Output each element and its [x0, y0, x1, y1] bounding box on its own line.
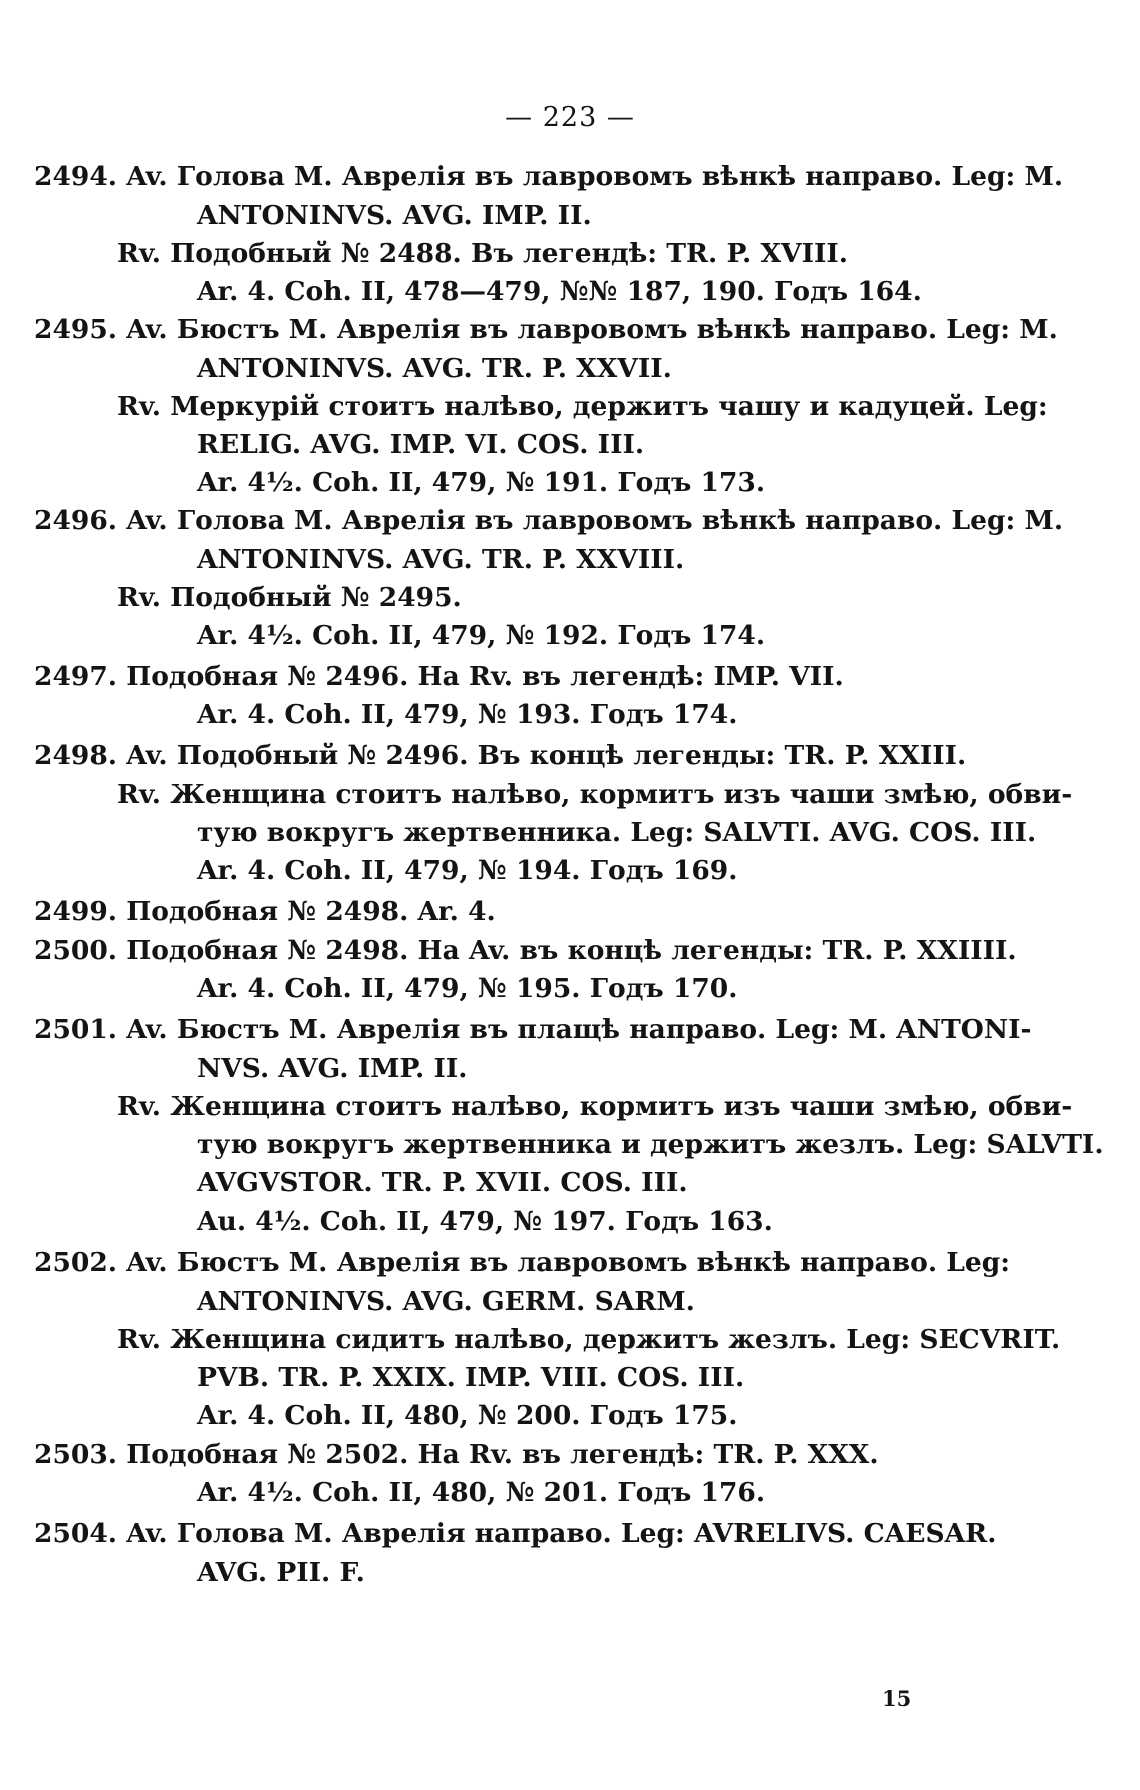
signature-mark: 15	[882, 1686, 912, 1711]
entry-2496-line-1: 2496. Av. Голова М. Аврелія въ лавровомъ вѣнкѣ направо. Leg: M.	[34, 505, 1064, 536]
entry-2504-line-2: AVG. PII. F.	[197, 1557, 365, 1588]
entry-2503-line-2: Ar. 4½. Coh. II, 480, № 201. Годъ 176.	[197, 1477, 766, 1508]
entry-2494-line-2: ANTONINVS. AVG. IMP. II.	[197, 200, 592, 231]
entry-2502-line-1: 2502. Av. Бюстъ М. Аврелія въ лавровомъ вѣнкѣ направо. Leg:	[34, 1247, 1011, 1278]
entry-2502-line-3: Rv. Женщина сидитъ налѣво, держитъ жезлъ. Leg: SECVRIT.	[117, 1324, 1061, 1355]
entry-2501-line-3: Rv. Женщина стоитъ налѣво, кормитъ изъ чаши змѣю, обви-	[117, 1091, 1073, 1122]
entry-2501-line-4: тую вокругъ жертвенника и держитъ жезлъ. Leg: SALVTI.	[197, 1129, 1104, 1160]
entry-2498-line-1: 2498. Av. Подобный № 2496. Въ концѣ легенды: TR. P. XXIII.	[34, 740, 967, 771]
entry-2500-line-1: 2500. Подобная № 2498. На Av. въ концѣ легенды: TR. P. XXIIII.	[34, 935, 1017, 966]
entry-2501-line-5: AVGVSTOR. TR. P. XVII. COS. III.	[197, 1167, 688, 1198]
page-number-header: — 223 —	[505, 102, 635, 133]
entry-2501-line-6: Au. 4½. Coh. II, 479, № 197. Годъ 163.	[197, 1206, 773, 1237]
entry-2498-line-3: тую вокругъ жертвенника. Leg: SALVTI. AVG. COS. III.	[197, 817, 1037, 848]
entry-2501-line-1: 2501. Av. Бюстъ М. Аврелія въ плащѣ направо. Leg: M. ANTONI-	[34, 1014, 1032, 1045]
entry-2499-line-1: 2499. Подобная № 2498. Ar. 4.	[34, 896, 496, 927]
entry-2496-line-4: Ar. 4½. Coh. II, 479, № 192. Годъ 174.	[197, 620, 766, 651]
entry-2496-line-3: Rv. Подобный № 2495.	[117, 582, 462, 613]
entry-2494-line-1: 2494. Av. Голова М. Аврелія въ лавровомъ вѣнкѣ направо. Leg: M.	[34, 161, 1064, 192]
entry-2495-line-5: Ar. 4½. Coh. II, 479, № 191. Годъ 173.	[197, 467, 766, 498]
entry-2504-line-1: 2504. Av. Голова М. Аврелія направо. Leg: AVRELIVS. CAESAR.	[34, 1518, 997, 1549]
entry-2502-line-5: Ar. 4. Coh. II, 480, № 200. Годъ 175.	[197, 1400, 738, 1431]
entry-2495-line-3: Rv. Меркурій стоитъ налѣво, держитъ чашу и кадуцей. Leg:	[117, 391, 1048, 422]
entry-2497-line-1: 2497. Подобная № 2496. На Rv. въ легендѣ: IMP. VII.	[34, 661, 844, 692]
entry-2497-line-2: Ar. 4. Coh. II, 479, № 193. Годъ 174.	[197, 699, 738, 730]
entry-2495-line-1: 2495. Av. Бюстъ М. Аврелія въ лавровомъ вѣнкѣ направо. Leg: M.	[34, 314, 1058, 345]
entry-2501-line-2: NVS. AVG. IMP. II.	[197, 1053, 468, 1084]
entry-2503-line-1: 2503. Подобная № 2502. На Rv. въ легендѣ: TR. P. XXX.	[34, 1439, 879, 1470]
entry-2502-line-2: ANTONINVS. AVG. GERM. SARM.	[197, 1286, 695, 1317]
entry-2498-line-2: Rv. Женщина стоитъ налѣво, кормитъ изъ чаши змѣю, обви-	[117, 779, 1073, 810]
entry-2494-line-4: Ar. 4. Coh. II, 478—479, №№ 187, 190. Годъ 164.	[197, 276, 922, 307]
entry-2494-line-3: Rv. Подобный № 2488. Въ легендѣ: TR. P. XVIII.	[117, 238, 849, 269]
entry-2500-line-2: Ar. 4. Coh. II, 479, № 195. Годъ 170.	[197, 973, 738, 1004]
entry-2498-line-4: Ar. 4. Coh. II, 479, № 194. Годъ 169.	[197, 855, 738, 886]
entry-2502-line-4: PVB. TR. P. XXIX. IMP. VIII. COS. III.	[197, 1362, 745, 1393]
entry-2495-line-2: ANTONINVS. AVG. TR. P. XXVII.	[197, 353, 672, 384]
entry-2496-line-2: ANTONINVS. AVG. TR. P. XXVIII.	[197, 544, 685, 575]
entry-2495-line-4: RELIG. AVG. IMP. VI. COS. III.	[197, 429, 645, 460]
